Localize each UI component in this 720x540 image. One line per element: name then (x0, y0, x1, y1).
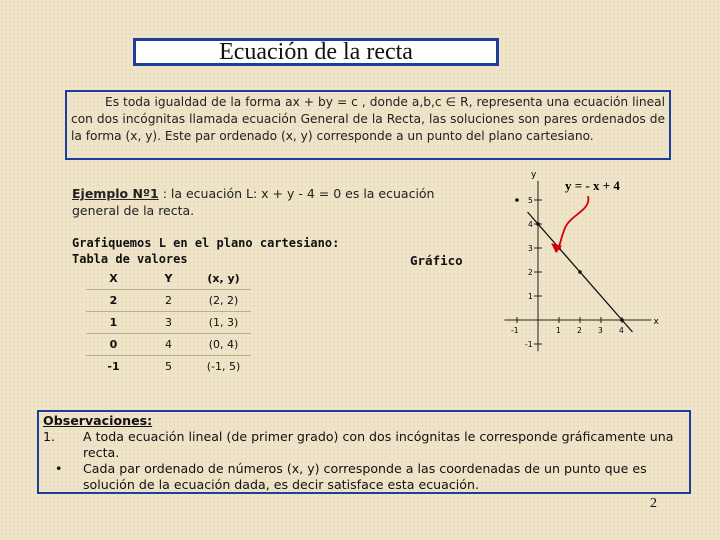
data-point (620, 318, 624, 322)
y-tick-label: 3 (528, 244, 533, 253)
observations-box (37, 410, 691, 494)
observation-item (43, 429, 685, 461)
arrow-curve (556, 196, 588, 252)
example-label: Ejemplo Nº1 (72, 186, 159, 201)
x-axis-label: x (653, 317, 659, 327)
observation-text: Cada par ordenado de números (x, y) corresponde a las coordenadas de un punto que es solución de la ecuación dada, es decir satisface esta ecuación. (83, 461, 647, 492)
y-tick-label: 2 (528, 268, 533, 277)
example-text: : la ecuación L: x + y - 4 = 0 es la ecuación general de la recta. (72, 186, 435, 218)
observation-marker: 1. (43, 429, 56, 444)
page-title-text: Ecuación de la recta (219, 38, 413, 65)
table-cell: 3 (141, 312, 196, 334)
table-cell: 2 (141, 290, 196, 312)
x-tick-label: 1 (556, 326, 561, 335)
table-cell: 1 (86, 312, 141, 334)
equation-label: y = - x + 4 (565, 178, 620, 193)
table-cell: (0, 4) (196, 334, 251, 356)
page-number: 2 (650, 496, 657, 511)
data-point (536, 222, 540, 226)
table-cell: (-1, 5) (196, 356, 251, 378)
table-cell: 0 (86, 334, 141, 356)
observation-text: A toda ecuación lineal (de primer grado) con dos incógnitas le corresponde gráficamente una recta. (83, 429, 674, 460)
table-header: (x, y) (207, 272, 240, 285)
x-tick-label: 3 (598, 326, 603, 335)
graph-heading-line2: Tabla de valores (72, 252, 188, 266)
data-point (578, 270, 582, 274)
y-axis-label: y (531, 170, 537, 181)
y-tick-label: -1 (525, 340, 533, 349)
y-tick-label: 4 (528, 220, 533, 229)
observation-item (43, 461, 685, 493)
data-point (515, 198, 519, 202)
graph-label: Gráfico (410, 253, 463, 268)
table-header: Y (164, 272, 173, 285)
table-cell: (2, 2) (196, 290, 251, 312)
table-cell: (1, 3) (196, 312, 251, 334)
y-tick-label: 1 (528, 292, 533, 301)
x-tick-label: 2 (577, 326, 582, 335)
table-header: X (109, 272, 118, 285)
x-tick-label: 4 (619, 326, 624, 335)
x-tick-label: -1 (511, 326, 519, 335)
table-cell: 5 (141, 356, 196, 378)
graph-heading-line1: Grafiquemos L en el plano cartesiano: (72, 236, 340, 250)
observation-marker: • (55, 461, 63, 476)
y-tick-label: 5 (528, 196, 533, 205)
observations-heading: Observaciones: (43, 413, 153, 428)
arrow-head-icon (552, 244, 561, 252)
table-cell: 4 (141, 334, 196, 356)
table-cell: 2 (86, 290, 141, 312)
table-cell: -1 (86, 356, 141, 378)
graph-layer (504, 170, 659, 351)
intro-text: Es toda igualdad de la forma ax + by = c , donde a,b,c ∈ R, representa una ecuación lineal con dos incógnitas llamada ecuación General de la Recta, las soluciones son pares ordenados de la forma (x, y). Este par ordenado (x, y) corresponde a un punto del plano cartesiano. (71, 95, 665, 143)
